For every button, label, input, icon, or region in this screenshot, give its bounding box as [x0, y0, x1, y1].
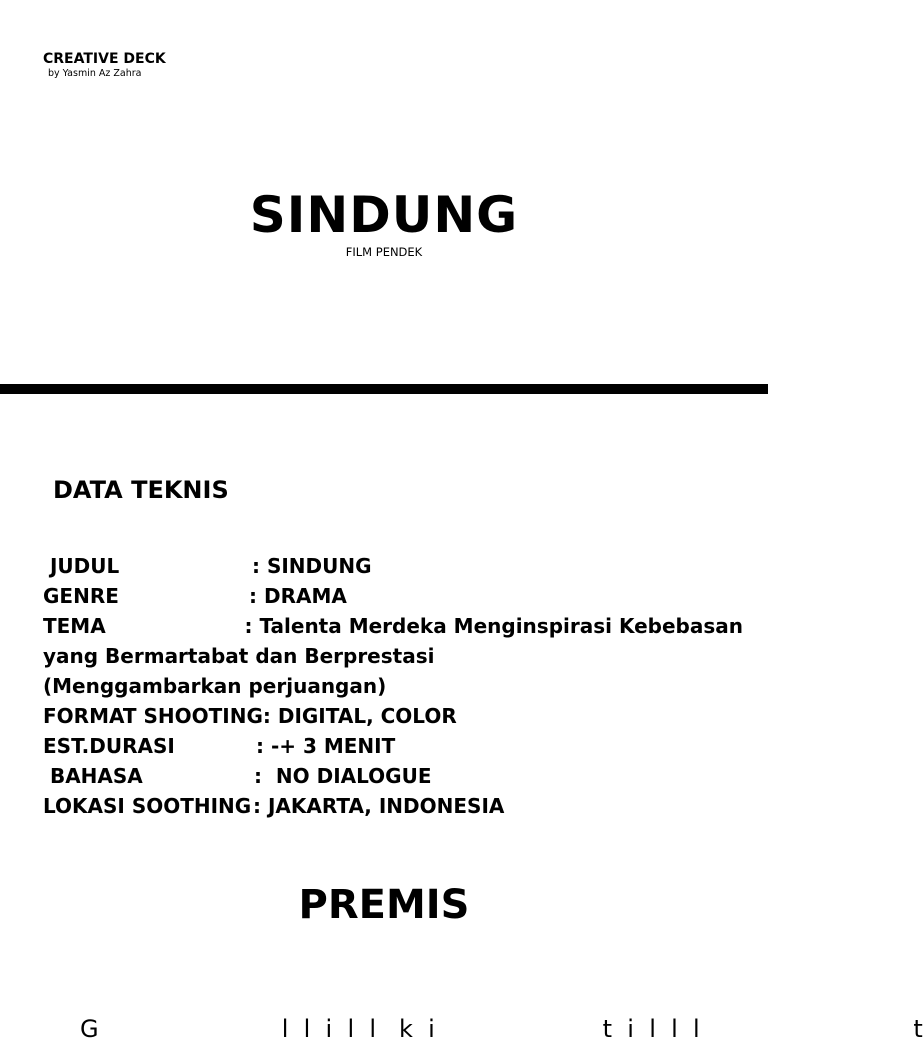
tech-value-tema-line3: (Menggambarkan perjuangan) [43, 674, 387, 698]
tech-value-format: : DIGITAL, COLOR [262, 704, 457, 728]
deck-title: CREATIVE DECK [43, 51, 166, 67]
technical-data-list [43, 551, 743, 821]
tech-label-bahasa: BAHASA [43, 764, 143, 788]
film-title: SINDUNG [249, 186, 519, 244]
tech-label-genre: GENRE [43, 584, 119, 608]
section-divider [0, 384, 768, 394]
tech-value-lokasi: : JAKARTA, INDONESIA [253, 794, 505, 818]
tech-row-durasi [43, 731, 743, 761]
tech-row-tema-line3 [43, 671, 743, 701]
tech-value-durasi: : -+ 3 MENIT [256, 734, 396, 758]
tech-value-genre: : DRAMA [249, 584, 347, 608]
tech-label-judul: JUDUL [43, 554, 120, 578]
tech-label-format: FORMAT SHOOTING [43, 704, 263, 728]
tech-value-judul: : SINDUNG [252, 554, 372, 578]
tech-label-durasi: EST.DURASI [43, 734, 175, 758]
film-subtitle: FILM PENDEK [345, 245, 423, 259]
tech-label-tema: TEMA [43, 614, 106, 638]
tech-row-tema-line2 [43, 641, 743, 671]
tech-value-tema-line2: yang Bermartabat dan Berprestasi [43, 644, 435, 668]
tech-row-format [43, 701, 743, 731]
tech-row-lokasi [43, 791, 743, 821]
tech-row-tema [43, 611, 743, 641]
deck-header [43, 50, 166, 80]
technical-data-heading: DATA TEKNIS [53, 476, 229, 504]
tech-value-bahasa: : NO DIALOGUE [254, 764, 432, 788]
premis-heading: PREMIS [298, 882, 470, 928]
deck-author: by Yasmin Az Zahra [48, 68, 142, 79]
tech-label-lokasi: LOKASI SOOTHING [43, 794, 252, 818]
tech-value-tema: : Talenta Merdeka Menginspirasi Kebebasan [244, 614, 743, 638]
premis-text-partial: G l l i l l k i t i l l l t [80, 1015, 923, 1043]
film-title-block [0, 184, 768, 259]
tech-row-genre [43, 581, 743, 611]
tech-row-judul [43, 551, 743, 581]
tech-row-bahasa [43, 761, 743, 791]
